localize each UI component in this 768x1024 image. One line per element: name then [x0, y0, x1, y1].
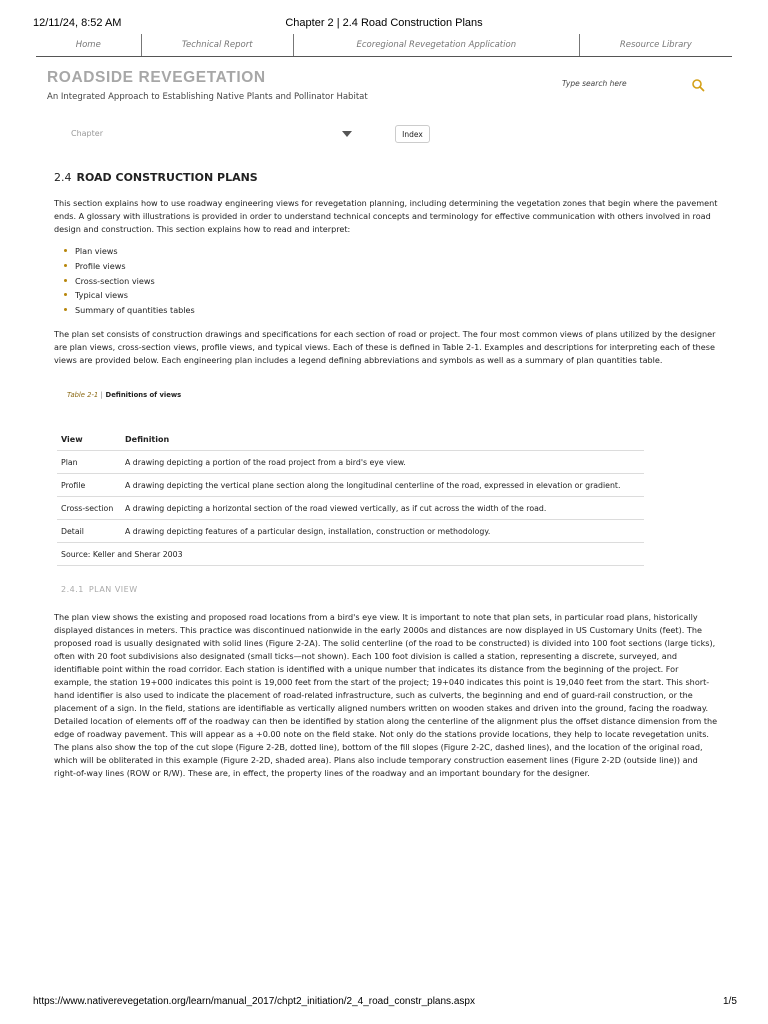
section-intro: This section explains how to use roadway engineering views for revegetation planning, including determining the vegetation zones that begin where the pavement ends. A glossary with illustrations is provided in order to understand technical concepts and terminology for effective communication with others involved in road design and construction. This section explains how to read and interpret: [54, 198, 718, 234]
list-item: Typical views [64, 288, 195, 303]
section-heading [54, 171, 258, 184]
definitions-table [57, 428, 644, 566]
nav-technical-report[interactable]: Technical Report [141, 34, 293, 56]
section-title: ROAD CONSTRUCTION PLANS [76, 171, 258, 184]
nav-ecoregional-revegetation-application[interactable]: Ecoregional Revegetation Application [293, 34, 579, 56]
column-header-view: View [57, 428, 121, 451]
table-cell-definition: A drawing depicting a portion of the road project from a bird's eye view. [121, 451, 644, 474]
table-caption-label: Table 2-1 [67, 391, 99, 399]
print-page-number: 1/5 [723, 996, 737, 1007]
print-page-title: Chapter 2 | 2.4 Road Construction Plans [285, 17, 483, 29]
subsection-title: PLAN VIEW [88, 585, 138, 594]
table-source: Source: Keller and Sherar 2003 [57, 543, 644, 566]
site-title[interactable]: ROADSIDE REVEGETATION [47, 69, 266, 86]
section-paragraph: The plan set consists of construction drawings and specifications for each section of road or project. The four most common views of plans utilized by the designer are plan views, cross-section views, profile views, and typical views. Each of these is defined in Table 2-1. Examples and descriptions for interpreting each of these views are provided below. Each engineering plan includes a legend defining abbreviations and symbols as well as a summary of plan quantities table. [54, 329, 716, 365]
chapter-select-value: Chapter [71, 129, 103, 138]
nav-resource-library[interactable]: Resource Library [579, 34, 732, 56]
subsection-number: 2.4.1 [61, 585, 84, 594]
table-cell-view: Cross-section [57, 497, 121, 520]
list-item: Profile views [64, 259, 195, 274]
top-nav [36, 34, 732, 57]
search-button[interactable] [689, 76, 707, 94]
chevron-down-icon [342, 131, 352, 137]
table-row [57, 520, 644, 543]
table-cell-definition: A drawing depicting a horizontal section of the road viewed vertically, as if cut across the width of the road. [121, 497, 644, 520]
site-subtitle: An Integrated Approach to Establishing Native Plants and Pollinator Habitat [47, 92, 368, 102]
index-button[interactable]: Index [395, 125, 430, 143]
list-item: Cross-section views [64, 274, 195, 289]
table-cell-view: Profile [57, 474, 121, 497]
chapter-select[interactable] [63, 126, 355, 142]
list-item: Summary of quantities tables [64, 303, 195, 318]
table-cell-definition: A drawing depicting features of a particular design, installation, construction or methodology. [121, 520, 644, 543]
search-input[interactable] [556, 76, 687, 90]
table-caption-title: Definitions of views [105, 391, 182, 399]
table-cell-view: Plan [57, 451, 121, 474]
list-item: Plan views [64, 244, 195, 259]
print-datetime: 12/11/24, 8:52 AM [33, 17, 122, 29]
table-row [57, 474, 644, 497]
table-header-row [57, 428, 644, 451]
table-row [57, 451, 644, 474]
table-caption [67, 391, 181, 399]
nav-home[interactable]: Home [75, 40, 101, 50]
column-header-definition: Definition [121, 428, 644, 451]
view-list [64, 244, 195, 318]
table-source-row [57, 543, 644, 566]
table-cell-definition: A drawing depicting the vertical plane section along the longitudinal centerline of the road, expressed in elevation or gradient. [121, 474, 644, 497]
caption-separator: | [100, 391, 103, 399]
print-url: https://www.nativerevegetation.org/learn/manual_2017/chpt2_initiation/2_4_road_constr_plans.aspx [33, 996, 475, 1007]
subsection-heading [61, 585, 138, 594]
table-row [57, 497, 644, 520]
table-cell-view: Detail [57, 520, 121, 543]
plan-view-paragraph: The plan view shows the existing and proposed road locations from a bird's eye view. It is important to note that plan sets, in particular road plans, historically displayed distances in meters. This practice was discontinued nationwide in the early 2000s and distances are now displayed in US Customary Units (feet). The proposed road is usually designated with solid lines (Figure 2-2A). The solid centerline (of the road to be constructed) is divided into 100 foot sections (large ticks), often with 20 foot subdivisions also designated (small ticks—not shown). Each 100 foot division is called a station, representing a discrete, surveyed, and identifiable point within the road corridor. Each station is identified with a unique number that indicates its distance from the beginning of the project. For example, the station 19+000 indicates this point is 19,000 feet from the start of the project; 19+040 indicates this point is 19,040 feet from the start. This short-hand identifier is also used to indicate the placement of road-related infrastructure, such as culverts, the beginning and end of guard-rail construction, or the placement of a sign. In the field, stations are identifiable as vertically aligned numbers written on wooden stakes and driven into the ground, facing the roadway. Detailed location of elements off of the roadway can then be identified by station along the centerline of the alignment plus the offset distance dimension from the edge of roadway pavement. This will appear as a +0.00 note on the field stake. Not only do the stations provide locations, they help to locate revegetation units. The plans also show the top of the cut slope (Figure 2-2B, dotted line), bottom of the fill slopes (Figure 2-2C, dashed lines), and the location of the original road, which will be obliterated in this example (Figure 2-2D, shaded area). Plans also include temporary construction easement lines (Figure 2-2D (outside line)) and right-of-way lines (ROW or R/W). These are, in effect, the property lines of the roadway and an important boundary for the designer. [54, 612, 718, 778]
search-icon [689, 76, 707, 94]
section-number: 2.4 [54, 171, 72, 184]
